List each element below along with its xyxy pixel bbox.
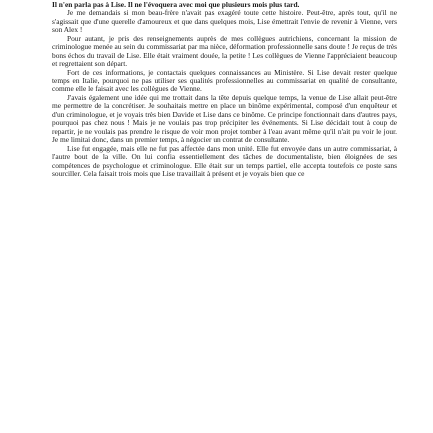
paragraph: Je me demandais si mon beau-frère n'avait pas exagéré toute cette histoire. Peut-être, après tout, qu'il ne s'agissait que d'une querelle d'amoureux et que dans quelques mois, Lise émettrait l'envie de revenir à Vienne, vers son Alex !: [52, 8, 397, 35]
page-top-line: Il n'en parla pas à Lise. Il ne l'évoquera avec moi que plusieurs mois plus tard.: [52, 0, 300, 9]
body-text: [52, 9, 397, 178]
paragraph: Fort de ces informations, je contactais quelques connaissances au Ministère. Si Lise devait rester quelque temps en Italie, pourquoi ne pas utiliser ses qualités professionnelles au commissariat en qualité de consultante, comme elle le faisait avec les collègues de Vienne.: [52, 67, 397, 94]
paragraph: Pour autant, je pris des renseignements auprès de mes collègues autrichiens, concernant la mission de criminologue menée au sein du commissariat par ma nièce, déformation professionnelle sans doute ! Je reçus de très bons échos du travail de Lise. Elle était vraiment douée, la petite ! Les collègues de Vienne l'appréciaient beaucoup et regrettaient son départ.: [52, 33, 397, 69]
paragraph: J'avais également une idée qui me trottait dans la tête depuis quelque temps, la venue de Lise allait peut-être me permettre de la concrétiser. Je souhaitais mettre en place un binôme expérimental, composé d'un enquêteur et d'un criminologue, et je voyais très bien Davide et Lise dans ce binôme. Ce principe fonctionnait dans d'autres pays, pourquoi pas chez nous ! Mais je ne voulais pas trop précipiter les événements. Si Lise décidait tout à coup de repartir, je ne voulais pas prendre le risque de voir mon projet tomber à l'eau avant même qu'il n'ait pu voir le jour. Je me limitai donc, dans un premier temps, à négocier un contrat de consultante.: [52, 92, 397, 145]
paragraph: Lise fut engagée, mais elle ne fut pas affectée dans mon unité. Elle fut envoyée dans un autre commissariat, à l'autre bout de la ville. On lui confia essentiellement des tâches de documentaliste, bien éloignées de ses compétences de psychologue et criminologue. Elle était sur un temps partiel, elle accepta toutefois ce poste sans sourciller. Cela faisait trois mois que Lise travaillait à présent et je voyais bien que ce: [52, 143, 397, 179]
